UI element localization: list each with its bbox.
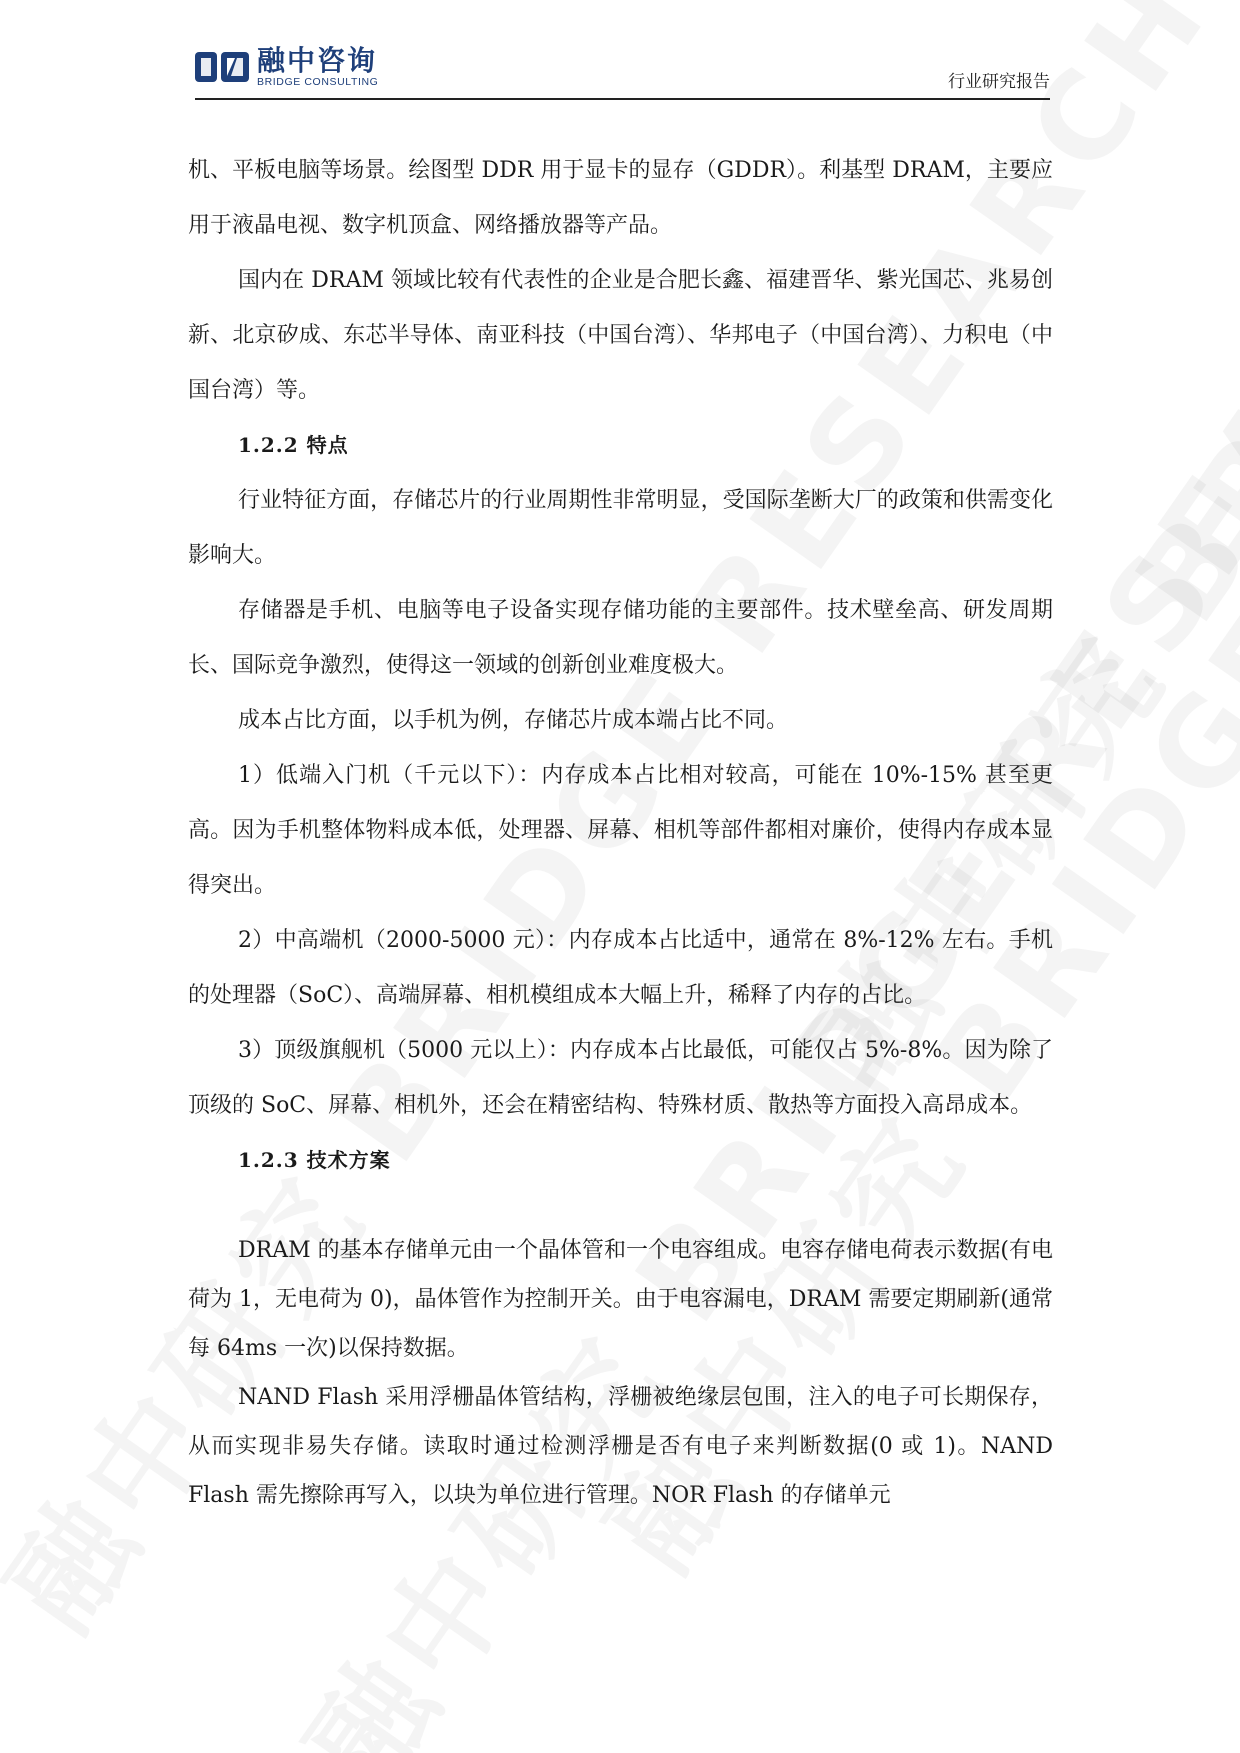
paragraph: NAND Flash 采用浮栅晶体管结构，浮栅被绝缘层包围，注入的电子可长期保存，从而实现非易失存储。读取时通过检测浮栅是否有电子来判断数据(0 或 1)。NAND Flash 需先擦除再写入，以块为单位进行管理。NOR Flash 的存储单元 [188,1385,1053,1508]
section-heading: 1.2.2 特点 [238,433,349,457]
paragraph: 行业特征方面，存储芯片的行业周期性非常明显，受国际垄断大厂的政策和供需变化影响大。 [188,488,1053,568]
paragraph: 成本占比方面，以手机为例，存储芯片成本端占比不同。 [238,708,789,733]
logo-chinese-name: 融中咨询 [257,44,378,77]
bridge-logo-icon [195,46,249,86]
paragraph: 存储器是手机、电脑等电子设备实现存储功能的主要部件。技术壁垒高、研发周期长、国际竞争激烈，使得这一领域的创新创业难度极大。 [188,598,1053,678]
paragraph: 2）中高端机（2000-5000 元）：内存成本占比适中，通常在 8%-12% 左右。手机的处理器（SoC）、高端屏幕、相机模组成本大幅上升，稀释了内存的占比。 [188,928,1053,1008]
paragraph: 国内在 DRAM 领域比较有代表性的企业是合肥长鑫、福建晋华、紫光国芯、兆易创新、北京矽成、东芯半导体、南亚科技（中国台湾）、华邦电子（中国台湾）、力积电（中国台湾）等。 [188,268,1053,403]
paragraph: DRAM 的基本存储单元由一个晶体管和一个电容组成。电容存储电荷表示数据(有电荷为 1，无电荷为 0)，晶体管作为控制开关。由于电容漏电，DRAM 需要定期刷新(通常每 64ms 一次)以保持数据。 [188,1238,1053,1361]
page-header [195,40,1050,100]
paragraph: 机、平板电脑等场景。绘图型 DDR 用于显卡的显存（GDDR）。利基型 DRAM，主要应用于液晶电视、数字机顶盒、网络播放器等产品。 [188,158,1053,238]
logo [195,46,378,88]
paragraph: 1）低端入门机（千元以下）：内存成本占比相对较高，可能在 10%-15% 甚至更高。因为手机整体物料成本低，处理器、屏幕、相机等部件都相对廉价，使得内存成本显得突出。 [188,763,1053,898]
paragraph: 3）顶级旗舰机（5000 元以上）：内存成本占比最低，可能仅占 5%-8%。因为除了顶级的 SoC、屏幕、相机外，还会在精密结构、特殊材质、散热等方面投入高昂成本。 [188,1038,1053,1118]
section-heading: 1.2.3 技术方案 [238,1148,391,1172]
logo-english-name: BRIDGE CONSULTING [257,76,379,88]
document-body [188,143,1053,1520]
report-type-label: 行业研究报告 [948,72,1050,92]
